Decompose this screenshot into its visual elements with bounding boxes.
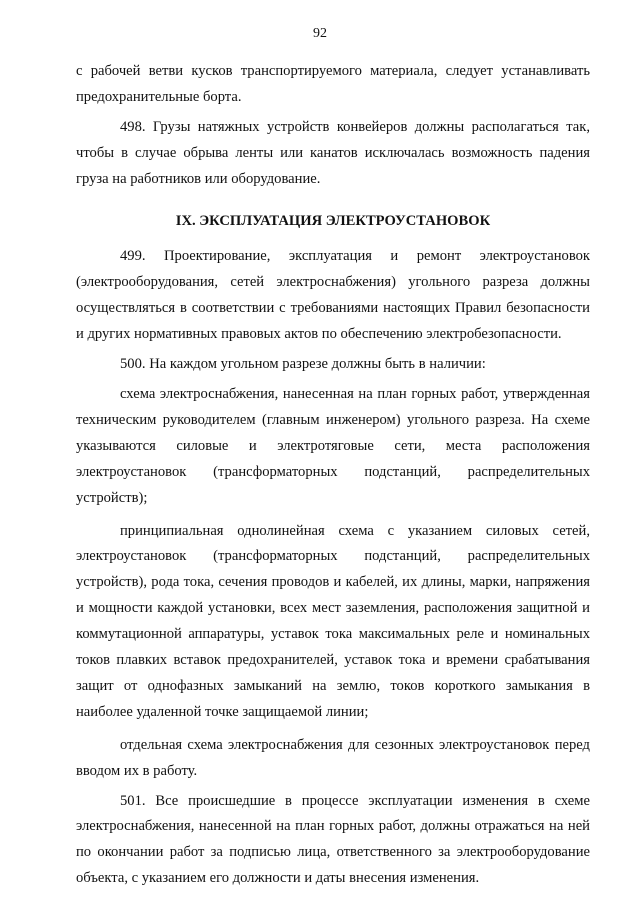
paragraph-499: 499. Проектирование, эксплуатация и ремонт электроустановок (электрооборудования, сетей электроснабжения) угольного разреза должны осуществляться в соответствии с требованиями настоящих Правил безопасности и других нормативных правовых актов по обеспечению электробезопасности. — [76, 248, 590, 343]
paragraph-498: 498. Грузы натяжных устройств конвейеров должны располагаться так, чтобы в случае обрыва ленты или канатов исключалась возможность падения груза на работников или оборудование. — [76, 118, 590, 187]
paragraph-single-line-scheme: принципиальная однолинейная схема с указанием силовых сетей, электроустановок (трансформаторных подстанций, распределительных устройств), рода тока, сечения проводов и кабелей, их длины, марки, напряжения и мощности каждой установки, всех мест заземления, расположения защитной и коммутационной аппаратуры, уставок тока максимальных реле и номинальных токов плавких вставок предохранителей, уставок тока и времени срабатывания защит от однофазных замыканий на землю, токов короткого замыкания в наиболее удаленной точке защищаемой линии; — [76, 522, 590, 720]
paragraph-seasonal-scheme: отдельная схема электроснабжения для сезонных электроустановок перед вводом их в работу. — [76, 736, 590, 779]
paragraph-power-scheme: схема электроснабжения, нанесенная на план горных работ, утвержденная техническим руководителем (главным инженером) угольного разреза. На схеме указываются силовые и электротяговые сети, места расположения электроустановок (трансформаторных подстанций, распределительных устройств); — [76, 385, 590, 506]
paragraph-continuation: с рабочей ветви кусков транспортируемого материала, следует устанавливать предохранительные борта. — [76, 63, 590, 105]
page-number: 92 — [313, 26, 327, 41]
paragraph-500: 500. На каждом угольном разрезе должны быть в наличии: — [120, 356, 486, 373]
document-body — [76, 59, 590, 892]
paragraph-501: 501. Все происшедшие в процессе эксплуатации изменения в схеме электроснабжения, нанесенной на план горных работ, должны отражаться на ней по окончании работ за подписью лица, ответственного за электрооборудование объекта, с указанием его должности и даты внесения изменения. — [76, 792, 590, 887]
section-heading: IX. ЭКСПЛУАТАЦИЯ ЭЛЕКТРОУСТАНОВОК — [175, 212, 491, 229]
